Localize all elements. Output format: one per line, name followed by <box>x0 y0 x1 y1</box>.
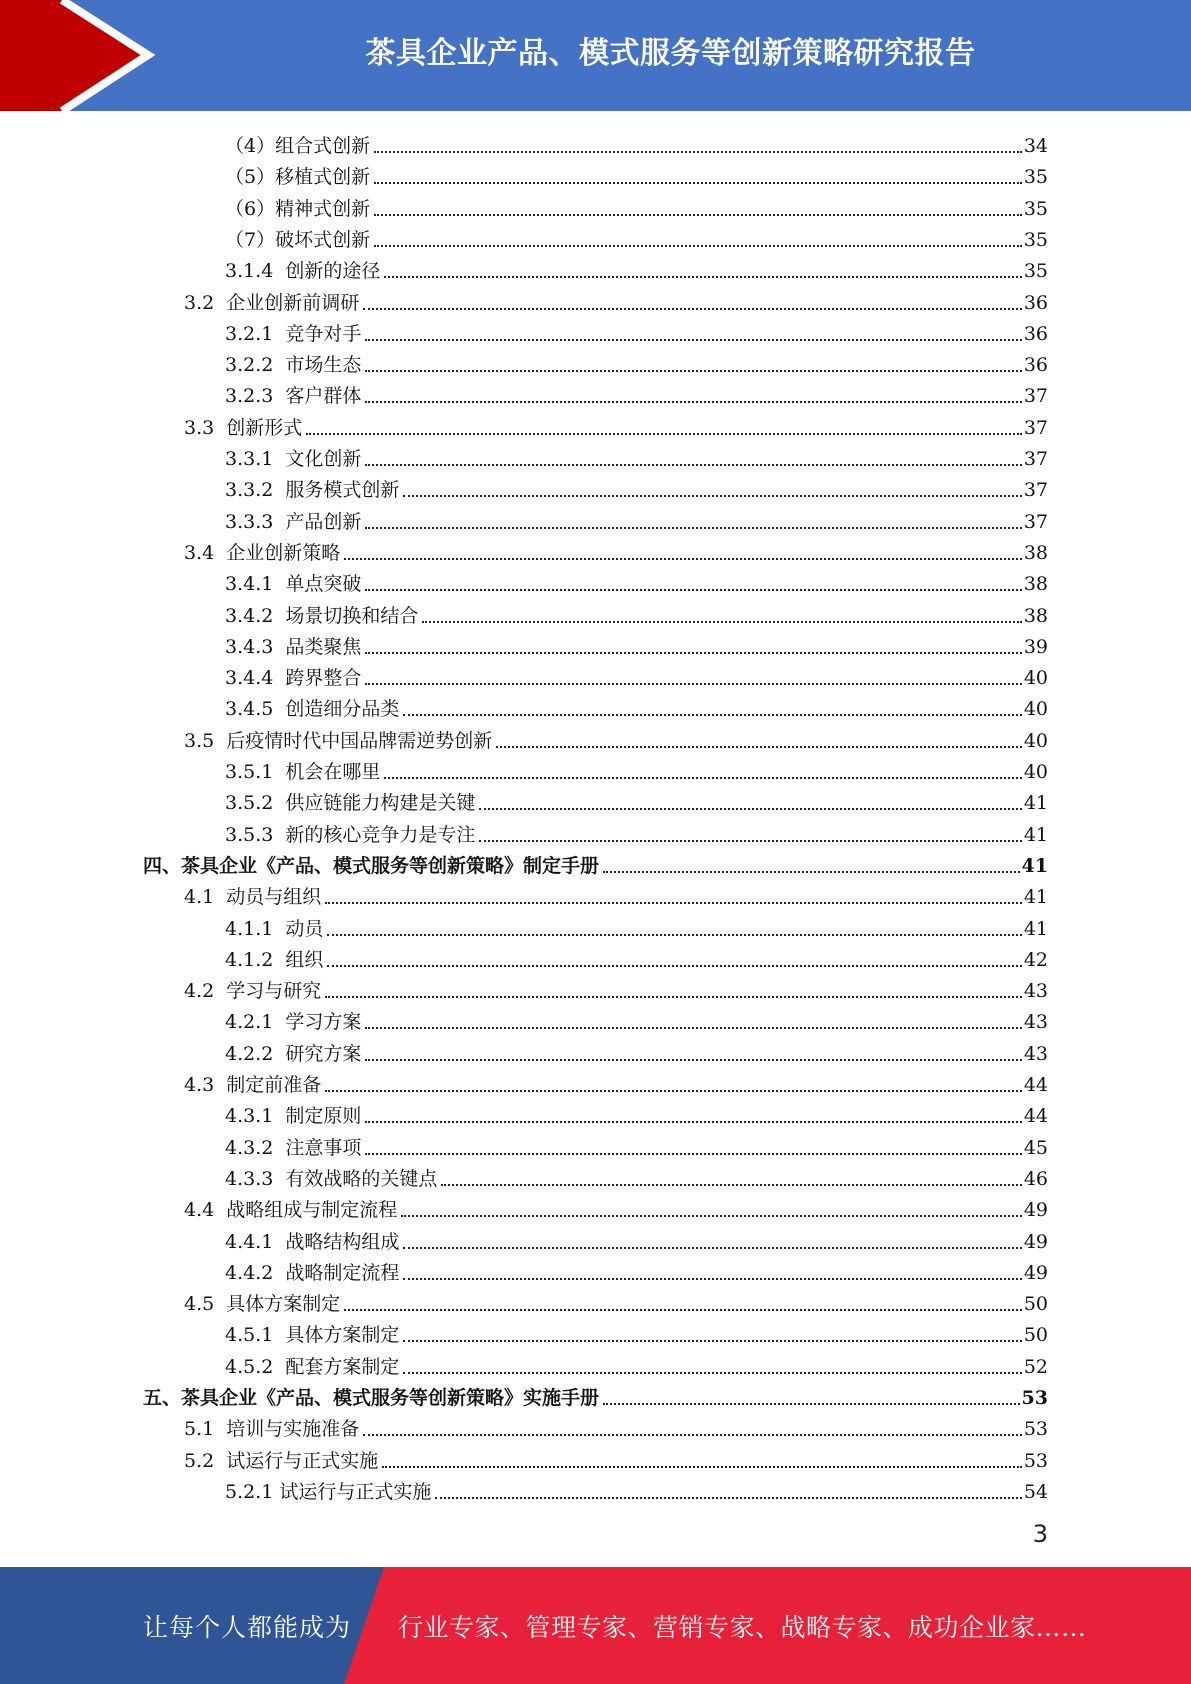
toc-entry-page: 37 <box>1023 448 1048 470</box>
toc-entry[interactable] <box>225 753 1048 784</box>
toc-dot-leader <box>403 714 1021 716</box>
toc-entry-page: 40 <box>1023 729 1048 752</box>
toc-entry-page: 49 <box>1023 1199 1048 1222</box>
toc-entry-label: 4.2 学习与研究 <box>184 980 322 1003</box>
toc-entry-page: 43 <box>1023 1011 1048 1034</box>
toc-entry-label: 五、茶具企业《产品、模式服务等创新策略》实施手册 <box>143 1387 600 1409</box>
toc-dot-leader <box>325 1090 1022 1092</box>
toc-entry-label: 5.2.1 试运行与正式实施 <box>225 1480 432 1503</box>
toc-dot-leader <box>403 1372 1021 1374</box>
toc-entry[interactable] <box>184 1285 1048 1316</box>
toc-entry-label: 4.1 动员与组织 <box>184 886 322 909</box>
toc-entry-page: 52 <box>1023 1355 1048 1378</box>
toc-entry-label: 3.4.1 单点突破 <box>225 573 362 596</box>
toc-entry-label: 3.3 创新形式 <box>184 416 303 439</box>
toc-entry-page: 45 <box>1023 1136 1048 1159</box>
toc-entry-label: 3.4.3 品类聚焦 <box>225 635 362 658</box>
toc-entry[interactable] <box>184 1191 1048 1222</box>
toc-entry-page: 41 <box>1023 823 1048 846</box>
toc-dot-leader <box>382 1466 1022 1468</box>
toc-dot-leader <box>325 902 1022 904</box>
page-header <box>0 0 1191 111</box>
toc-entry[interactable] <box>225 252 1048 283</box>
toc-entry-page: 42 <box>1023 948 1048 971</box>
toc-entry-page: 38 <box>1023 541 1048 564</box>
toc-entry[interactable] <box>184 284 1048 315</box>
toc-entry-label: 4.3.3 有效战略的关键点 <box>225 1167 438 1190</box>
toc-entry-label: 3.5 后疫情时代中国品牌需逆势创新 <box>184 729 493 752</box>
toc-dot-leader <box>403 1247 1021 1249</box>
toc-entry-label: 4.3.2 注意事项 <box>225 1136 362 1159</box>
toc-dot-leader <box>365 370 1021 372</box>
toc-entry-label: 3.4.4 跨界整合 <box>225 667 362 690</box>
footer-slogan-left: 让每个人都能成为 <box>143 1612 352 1642</box>
toc-entry[interactable] <box>225 158 1048 189</box>
footer-slogan-right: 行业专家、管理专家、营销专家、战略专家、成功企业家…… <box>398 1612 1087 1642</box>
toc-dot-leader <box>306 433 1022 435</box>
toc-entry[interactable] <box>184 409 1048 440</box>
toc-dot-leader <box>403 1340 1021 1342</box>
toc-dot-leader <box>603 1403 1020 1405</box>
toc-dot-leader <box>365 683 1021 685</box>
toc-dot-leader <box>422 621 1021 623</box>
toc-entry-page: 53 <box>1021 1387 1048 1409</box>
toc-dot-leader <box>374 245 1022 247</box>
toc-entry-page: 36 <box>1023 354 1048 377</box>
toc-dot-leader <box>365 464 1021 466</box>
toc-entry[interactable] <box>225 910 1048 941</box>
toc-entry[interactable] <box>225 127 1048 158</box>
toc-entry-page: 40 <box>1023 667 1048 690</box>
toc-entry[interactable] <box>225 1254 1048 1285</box>
toc-entry[interactable] <box>225 190 1048 221</box>
toc-entry[interactable] <box>225 690 1048 721</box>
toc-entry[interactable] <box>184 534 1048 565</box>
toc-entry-page: 44 <box>1023 1105 1048 1128</box>
toc-entry[interactable] <box>184 972 1048 1003</box>
toc-entry[interactable] <box>225 377 1048 408</box>
toc-entry[interactable] <box>225 315 1048 346</box>
header-title: 茶具企业产品、模式服务等创新策略研究报告 <box>365 36 976 71</box>
toc-entry-label: 4.3.1 制定原则 <box>225 1105 362 1128</box>
toc-entry-label: 3.4.5 创造细分品类 <box>225 698 400 721</box>
page-footer <box>0 1567 1191 1684</box>
toc-entry[interactable] <box>225 440 1048 471</box>
toc-entry[interactable] <box>143 847 1048 878</box>
toc-entry-label: 3.3.3 产品创新 <box>225 510 362 533</box>
toc-entry[interactable] <box>225 1035 1048 1066</box>
toc-dot-leader <box>603 871 1020 873</box>
toc-entry-page: 53 <box>1023 1449 1048 1472</box>
toc-entry-page: 38 <box>1023 573 1048 596</box>
toc-entry-page: 50 <box>1023 1293 1048 1316</box>
page-number: 3 <box>1032 1520 1048 1548</box>
toc-entry-label: （7）破坏式创新 <box>225 228 371 251</box>
toc-entry-label: 5.1 培训与实施准备 <box>184 1418 360 1441</box>
toc-entry-label: （5）移植式创新 <box>225 166 371 189</box>
toc-dot-leader <box>365 1153 1021 1155</box>
toc-entry[interactable] <box>184 1066 1048 1097</box>
toc-entry[interactable] <box>225 1316 1048 1347</box>
toc-entry-label: 4.2.2 研究方案 <box>225 1042 362 1065</box>
toc-dot-leader <box>435 1497 1021 1499</box>
toc-entry-page: 35 <box>1023 197 1048 220</box>
toc-entry-label: 4.4.1 战略结构组成 <box>225 1230 400 1253</box>
toc-entry-page: 41 <box>1023 886 1048 909</box>
toc-entry-label: 4.5.2 配套方案制定 <box>225 1355 400 1378</box>
toc-dot-leader <box>479 808 1021 810</box>
toc-entry-page: 46 <box>1023 1167 1048 1190</box>
toc-entry-label: 3.4.2 场景切换和结合 <box>225 604 419 627</box>
toc-dot-leader <box>441 1184 1021 1186</box>
toc-entry[interactable] <box>225 503 1048 534</box>
toc-entry-page: 40 <box>1023 761 1048 783</box>
toc-entry-page: 37 <box>1023 385 1048 408</box>
toc-entry-label: 5.2 试运行与正式实施 <box>184 1449 379 1472</box>
toc-dot-leader <box>365 1027 1021 1029</box>
toc-dot-leader <box>365 401 1021 403</box>
toc-entry[interactable] <box>225 565 1048 596</box>
toc-dot-leader <box>403 495 1021 497</box>
toc-entry[interactable] <box>143 1379 1048 1410</box>
toc-entry-page: 37 <box>1023 416 1048 439</box>
toc-entry[interactable] <box>225 1160 1048 1191</box>
toc-dot-leader <box>363 308 1022 310</box>
toc-entry-label: 4.1.2 组织 <box>225 948 324 971</box>
toc-entry-label: 3.2.1 竞争对手 <box>225 322 362 345</box>
toc-entry[interactable] <box>225 1223 1048 1254</box>
toc-entry[interactable] <box>225 471 1048 502</box>
toc-entry[interactable] <box>225 659 1048 690</box>
toc-entry[interactable] <box>184 722 1048 753</box>
toc-entry-page: 50 <box>1023 1324 1048 1347</box>
toc-entry-label: 3.2.2 市场生态 <box>225 354 362 377</box>
toc-entry-label: 3.5.3 新的核心竞争力是专注 <box>225 823 476 846</box>
toc-dot-leader <box>365 1059 1021 1061</box>
toc-entry-page: 53 <box>1023 1418 1048 1441</box>
toc-entry[interactable] <box>225 941 1048 972</box>
toc-entry[interactable] <box>225 1003 1048 1034</box>
toc-entry-label: 3.4 企业创新策略 <box>184 541 341 564</box>
toc-entry[interactable] <box>225 784 1048 815</box>
toc-dot-leader <box>374 182 1022 184</box>
toc-dot-leader <box>384 276 1021 278</box>
toc-entry-label: 4.3 制定前准备 <box>184 1074 322 1096</box>
toc-entry-label: 四、茶具企业《产品、模式服务等创新策略》制定手册 <box>143 854 600 877</box>
toc-entry-label: 3.1.4 创新的途径 <box>225 260 381 283</box>
toc-entry-label: 4.5 具体方案制定 <box>184 1293 341 1316</box>
toc-entry-page: 49 <box>1023 1261 1048 1284</box>
toc-entry[interactable] <box>225 221 1048 252</box>
toc-dot-leader <box>344 558 1022 560</box>
toc-dot-leader <box>496 746 1022 748</box>
toc-entry-page: 54 <box>1023 1480 1048 1503</box>
toc-entry-label: （6）精神式创新 <box>225 197 371 220</box>
toc-entry-page: 34 <box>1023 135 1048 157</box>
toc-dot-leader <box>365 339 1021 341</box>
toc-dot-leader <box>365 527 1021 529</box>
toc-dot-leader <box>401 1215 1022 1217</box>
toc-entry-page: 35 <box>1023 260 1048 283</box>
toc-dot-leader <box>363 1434 1022 1436</box>
toc-dot-leader <box>327 934 1021 936</box>
toc-entry-page: 37 <box>1023 479 1048 502</box>
toc-entry[interactable] <box>225 1097 1048 1128</box>
toc-entry[interactable] <box>225 346 1048 377</box>
toc-entry-label: （4）组合式创新 <box>225 135 371 157</box>
toc-dot-leader <box>365 1121 1021 1123</box>
toc-entry[interactable] <box>225 597 1048 628</box>
toc-entry-page: 36 <box>1023 291 1048 314</box>
toc-entry-label: 4.5.1 具体方案制定 <box>225 1324 400 1347</box>
toc-dot-leader <box>325 996 1022 998</box>
toc-dot-leader <box>403 1278 1021 1280</box>
toc-entry[interactable] <box>184 1410 1048 1441</box>
toc-entry-label: 3.2 企业创新前调研 <box>184 291 360 314</box>
toc-dot-leader <box>327 965 1021 967</box>
toc-entry[interactable] <box>225 1129 1048 1160</box>
toc-entry-page: 35 <box>1023 228 1048 251</box>
toc-entry-page: 36 <box>1023 322 1048 345</box>
toc-entry-page: 41 <box>1023 792 1048 815</box>
toc-entry-page: 39 <box>1023 635 1048 658</box>
toc-entry-page: 49 <box>1023 1230 1048 1253</box>
toc-entry-label: 3.2.3 客户群体 <box>225 385 362 408</box>
toc-dot-leader <box>374 151 1022 153</box>
toc-entry-page: 35 <box>1023 166 1048 189</box>
toc-entry-label: 3.3.1 文化创新 <box>225 448 362 470</box>
toc-entry[interactable] <box>225 1348 1048 1379</box>
toc-entry-page: 38 <box>1023 604 1048 627</box>
toc-entry-page: 37 <box>1023 510 1048 533</box>
toc-entry[interactable] <box>225 1473 1048 1504</box>
toc-entry-label: 4.4.2 战略制定流程 <box>225 1261 400 1284</box>
toc-entry[interactable] <box>225 628 1048 659</box>
toc-entry-label: 3.5.2 供应链能力构建是关键 <box>225 792 476 815</box>
toc-entry[interactable] <box>225 816 1048 847</box>
toc-entry-label: 4.2.1 学习方案 <box>225 1011 362 1034</box>
toc-entry-label: 4.4 战略组成与制定流程 <box>184 1199 398 1222</box>
toc-dot-leader <box>365 652 1021 654</box>
toc-dot-leader <box>374 214 1022 216</box>
toc-entry-page: 43 <box>1023 1042 1048 1065</box>
toc-dot-leader <box>344 1309 1022 1311</box>
toc-entry-page: 44 <box>1023 1074 1048 1096</box>
toc-entry[interactable] <box>184 878 1048 909</box>
toc-entry[interactable] <box>184 1442 1048 1473</box>
toc-entry-page: 43 <box>1023 980 1048 1003</box>
toc-entry-page: 40 <box>1023 698 1048 721</box>
toc-entry-page: 41 <box>1023 917 1048 940</box>
toc-entry-label: 3.3.2 服务模式创新 <box>225 479 400 502</box>
toc-dot-leader <box>384 777 1021 779</box>
toc-entry-label: 3.5.1 机会在哪里 <box>225 761 381 783</box>
toc-entry-page: 41 <box>1021 854 1048 877</box>
toc-entry-label: 4.1.1 动员 <box>225 917 324 940</box>
toc-dot-leader <box>479 840 1021 842</box>
toc-dot-leader <box>365 589 1021 591</box>
